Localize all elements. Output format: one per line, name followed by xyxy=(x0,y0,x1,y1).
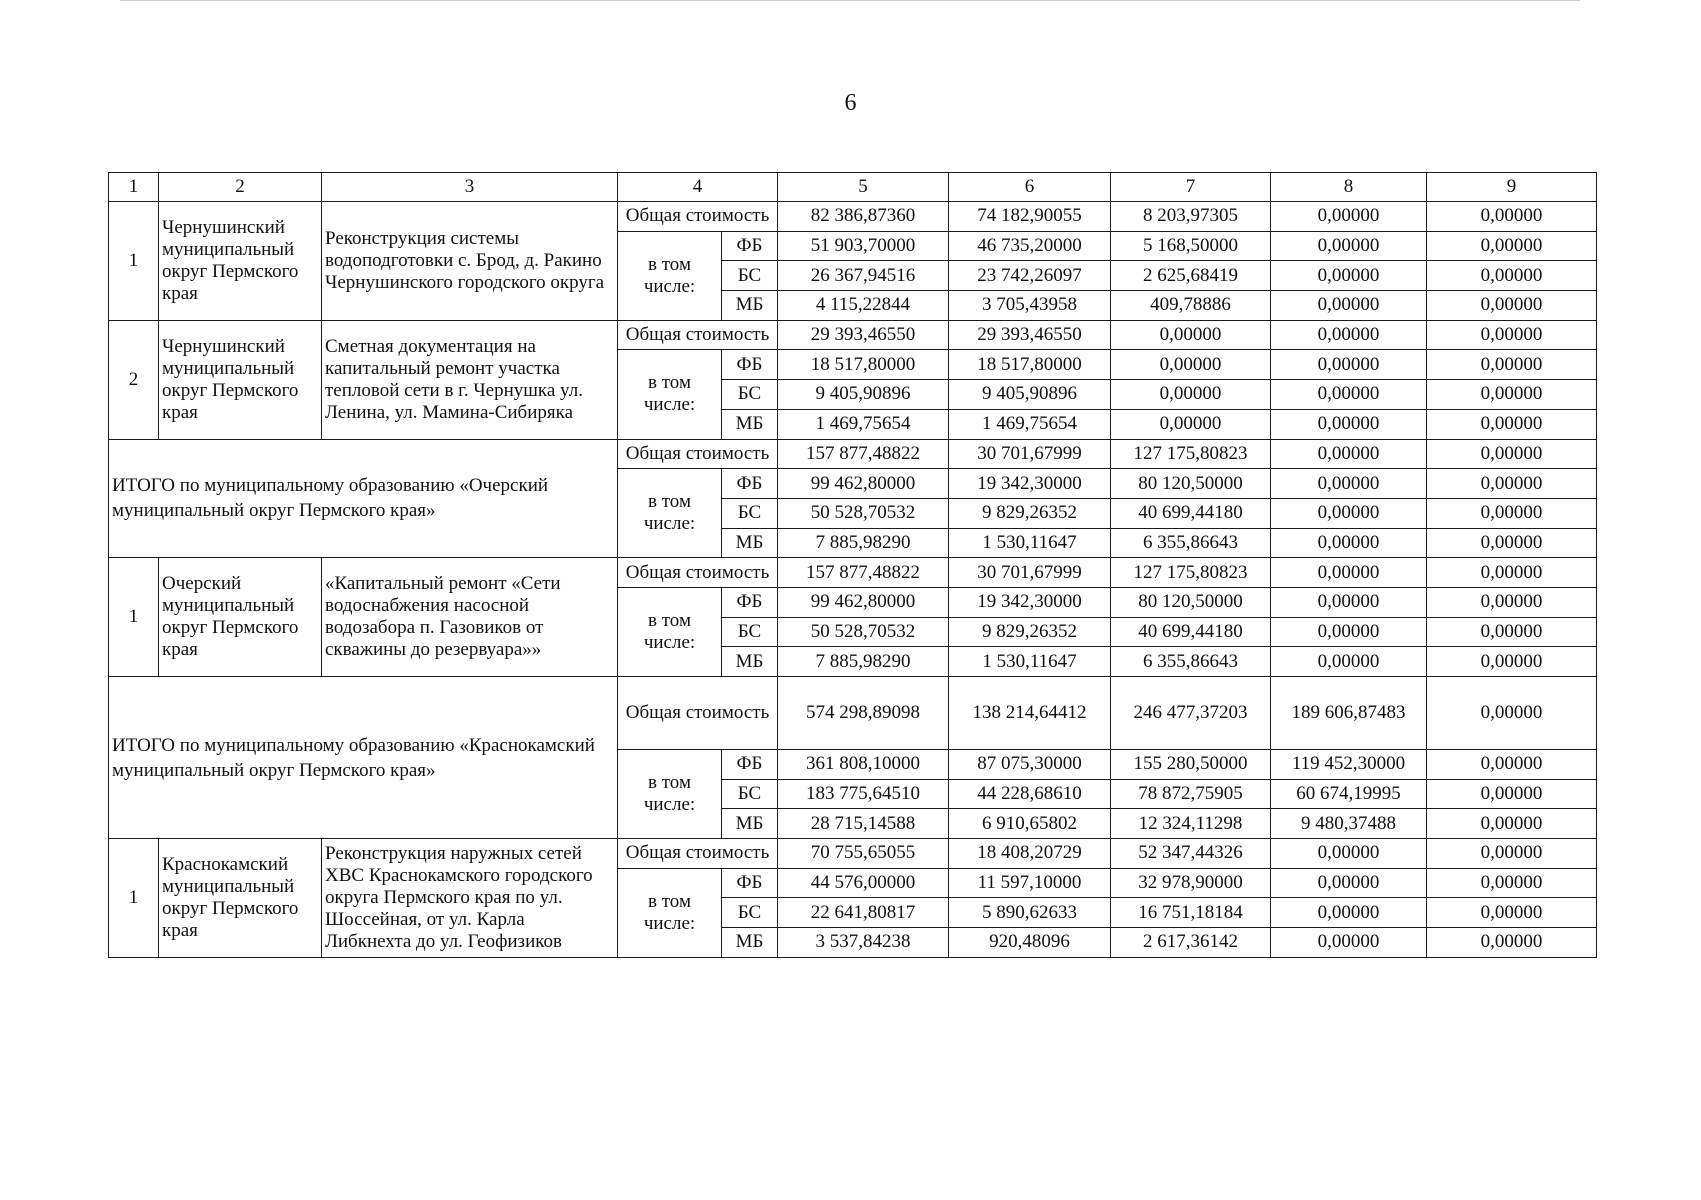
value-cell-col-7: 0,00000 xyxy=(1111,409,1271,439)
value-cell-col-8: 0,00000 xyxy=(1271,291,1427,321)
row-number: 1 xyxy=(109,839,159,958)
value-cell-col-9: 0,00000 xyxy=(1427,528,1597,558)
project-row-total xyxy=(109,202,1597,232)
value-cell-col-6: 46 735,20000 xyxy=(949,231,1111,261)
value-cell-col-5: 50 528,70532 xyxy=(778,498,949,528)
value-cell-col-6: 1 469,75654 xyxy=(949,409,1111,439)
value-cell-col-8: 119 452,30000 xyxy=(1271,750,1427,780)
value-cell-col-7: 6 355,86643 xyxy=(1111,528,1271,558)
value-cell-col-9: 0,00000 xyxy=(1427,809,1597,839)
value-cell-col-8: 0,00000 xyxy=(1271,528,1427,558)
value-cell-col-6: 87 075,30000 xyxy=(949,750,1111,780)
value-cell-col-5: 183 775,64510 xyxy=(778,779,949,809)
value-cell-col-5: 70 755,65055 xyxy=(778,839,949,869)
value-cell-col-5: 574 298,89098 xyxy=(778,677,949,750)
municipality-cell: Чернушинский муниципальный округ Пермского края xyxy=(159,320,322,439)
value-cell-col-7: 2 617,36142 xyxy=(1111,928,1271,958)
municipality-cell: Очерский муниципальный округ Пермского края xyxy=(159,558,322,677)
value-cell-col-6: 30 701,67999 xyxy=(949,558,1111,588)
value-cell-col-8: 60 674,19995 xyxy=(1271,779,1427,809)
value-cell-col-6: 6 910,65802 xyxy=(949,809,1111,839)
value-cell-col-7: 5 168,50000 xyxy=(1111,231,1271,261)
scan-edge-line xyxy=(120,0,1580,1)
including-label: в том числе: xyxy=(618,350,722,439)
value-cell-col-6: 3 705,43958 xyxy=(949,291,1111,321)
budget-source-fb: ФБ xyxy=(722,231,778,261)
project-description: «Капитальный ремонт «Сети водоснабжения насосной водозабора п. Газовиков от скважины до резервуара»» xyxy=(322,558,618,677)
value-cell-col-6: 44 228,68610 xyxy=(949,779,1111,809)
value-cell-col-9: 0,00000 xyxy=(1427,320,1597,350)
value-cell-col-6: 9 829,26352 xyxy=(949,617,1111,647)
header-col-3: 3 xyxy=(322,173,618,202)
total-cost-label: Общая стоимость xyxy=(618,202,778,232)
value-cell-col-9: 0,00000 xyxy=(1427,202,1597,232)
value-cell-col-6: 23 742,26097 xyxy=(949,261,1111,291)
value-cell-col-9: 0,00000 xyxy=(1427,439,1597,469)
value-cell-col-9: 0,00000 xyxy=(1427,779,1597,809)
value-cell-col-8: 0,00000 xyxy=(1271,558,1427,588)
value-cell-col-7: 0,00000 xyxy=(1111,320,1271,350)
value-cell-col-5: 361 808,10000 xyxy=(778,750,949,780)
budget-source-bs: БС xyxy=(722,261,778,291)
total-cost-label: Общая стоимость xyxy=(618,439,778,469)
value-cell-col-5: 29 393,46550 xyxy=(778,320,949,350)
value-cell-col-5: 4 115,22844 xyxy=(778,291,949,321)
header-row xyxy=(109,173,1597,202)
value-cell-col-5: 157 877,48822 xyxy=(778,558,949,588)
including-label: в том числе: xyxy=(618,750,722,839)
header-col-6: 6 xyxy=(949,173,1111,202)
value-cell-col-5: 26 367,94516 xyxy=(778,261,949,291)
value-cell-col-9: 0,00000 xyxy=(1427,677,1597,750)
budget-source-bs: БС xyxy=(722,498,778,528)
value-cell-col-9: 0,00000 xyxy=(1427,647,1597,677)
value-cell-col-9: 0,00000 xyxy=(1427,291,1597,321)
value-cell-col-7: 40 699,44180 xyxy=(1111,498,1271,528)
value-cell-col-7: 127 175,80823 xyxy=(1111,558,1271,588)
value-cell-col-8: 0,00000 xyxy=(1271,498,1427,528)
value-cell-col-9: 0,00000 xyxy=(1427,898,1597,928)
project-row-total xyxy=(109,558,1597,588)
value-cell-col-7: 6 355,86643 xyxy=(1111,647,1271,677)
value-cell-col-5: 9 405,90896 xyxy=(778,380,949,410)
value-cell-col-6: 920,48096 xyxy=(949,928,1111,958)
value-cell-col-6: 11 597,10000 xyxy=(949,868,1111,898)
total-cost-label: Общая стоимость xyxy=(618,320,778,350)
row-number: 1 xyxy=(109,202,159,321)
value-cell-col-9: 0,00000 xyxy=(1427,928,1597,958)
value-cell-col-6: 19 342,30000 xyxy=(949,469,1111,499)
value-cell-col-7: 78 872,75905 xyxy=(1111,779,1271,809)
including-label: в том числе: xyxy=(618,231,722,320)
header-col-2: 2 xyxy=(159,173,322,202)
value-cell-col-7: 0,00000 xyxy=(1111,350,1271,380)
value-cell-col-5: 3 537,84238 xyxy=(778,928,949,958)
header-col-4: 4 xyxy=(618,173,778,202)
value-cell-col-9: 0,00000 xyxy=(1427,617,1597,647)
budget-source-fb: ФБ xyxy=(722,587,778,617)
value-cell-col-8: 0,00000 xyxy=(1271,350,1427,380)
value-cell-col-5: 99 462,80000 xyxy=(778,469,949,499)
total-cost-label: Общая стоимость xyxy=(618,839,778,869)
value-cell-col-5: 50 528,70532 xyxy=(778,617,949,647)
header-col-8: 8 xyxy=(1271,173,1427,202)
budget-source-mb: МБ xyxy=(722,409,778,439)
value-cell-col-8: 0,00000 xyxy=(1271,868,1427,898)
budget-source-mb: МБ xyxy=(722,291,778,321)
value-cell-col-7: 155 280,50000 xyxy=(1111,750,1271,780)
value-cell-col-6: 1 530,11647 xyxy=(949,647,1111,677)
value-cell-col-7: 52 347,44326 xyxy=(1111,839,1271,869)
project-description: Реконструкция системы водоподготовки с. Брод, д. Ракино Чернушинского городского округа xyxy=(322,202,618,321)
municipality-cell: Краснокамский муниципальный округ Пермского края xyxy=(159,839,322,958)
budget-source-fb: ФБ xyxy=(722,469,778,499)
value-cell-col-8: 0,00000 xyxy=(1271,202,1427,232)
budget-source-mb: МБ xyxy=(722,928,778,958)
value-cell-col-5: 51 903,70000 xyxy=(778,231,949,261)
row-number: 1 xyxy=(109,558,159,677)
budget-source-bs: БС xyxy=(722,779,778,809)
including-label: в том числе: xyxy=(618,587,722,676)
value-cell-col-9: 0,00000 xyxy=(1427,409,1597,439)
value-cell-col-6: 18 408,20729 xyxy=(949,839,1111,869)
value-cell-col-8: 0,00000 xyxy=(1271,469,1427,499)
project-description: Сметная документация на капитальный ремонт участка тепловой сети в г. Чернушка ул. Ленина, ул. Мамина-Сибиряка xyxy=(322,320,618,439)
value-cell-col-8: 0,00000 xyxy=(1271,617,1427,647)
budget-source-fb: ФБ xyxy=(722,750,778,780)
value-cell-col-8: 9 480,37488 xyxy=(1271,809,1427,839)
value-cell-col-8: 0,00000 xyxy=(1271,898,1427,928)
page-number: 6 xyxy=(844,90,857,116)
municipality-cell: Чернушинский муниципальный округ Пермского края xyxy=(159,202,322,321)
row-number: 2 xyxy=(109,320,159,439)
value-cell-col-9: 0,00000 xyxy=(1427,261,1597,291)
value-cell-col-8: 0,00000 xyxy=(1271,928,1427,958)
budget-source-fb: ФБ xyxy=(722,350,778,380)
value-cell-col-5: 7 885,98290 xyxy=(778,528,949,558)
value-cell-col-5: 157 877,48822 xyxy=(778,439,949,469)
budget-source-mb: МБ xyxy=(722,809,778,839)
value-cell-col-6: 19 342,30000 xyxy=(949,587,1111,617)
total-row-total xyxy=(109,677,1597,750)
value-cell-col-5: 44 576,00000 xyxy=(778,868,949,898)
value-cell-col-8: 0,00000 xyxy=(1271,320,1427,350)
value-cell-col-7: 80 120,50000 xyxy=(1111,469,1271,499)
value-cell-col-7: 8 203,97305 xyxy=(1111,202,1271,232)
value-cell-col-6: 9 829,26352 xyxy=(949,498,1111,528)
total-row-total xyxy=(109,439,1597,469)
value-cell-col-9: 0,00000 xyxy=(1427,498,1597,528)
value-cell-col-7: 40 699,44180 xyxy=(1111,617,1271,647)
budget-source-bs: БС xyxy=(722,617,778,647)
including-label: в том числе: xyxy=(618,469,722,558)
project-row-total xyxy=(109,320,1597,350)
value-cell-col-9: 0,00000 xyxy=(1427,750,1597,780)
value-cell-col-8: 0,00000 xyxy=(1271,231,1427,261)
total-cost-label: Общая стоимость xyxy=(618,677,778,750)
value-cell-col-7: 12 324,11298 xyxy=(1111,809,1271,839)
header-col-1: 1 xyxy=(109,173,159,202)
value-cell-col-7: 409,78886 xyxy=(1111,291,1271,321)
value-cell-col-6: 74 182,90055 xyxy=(949,202,1111,232)
value-cell-col-9: 0,00000 xyxy=(1427,231,1597,261)
value-cell-col-6: 9 405,90896 xyxy=(949,380,1111,410)
value-cell-col-6: 138 214,64412 xyxy=(949,677,1111,750)
value-cell-col-7: 32 978,90000 xyxy=(1111,868,1271,898)
financing-table xyxy=(108,172,1597,958)
value-cell-col-6: 18 517,80000 xyxy=(949,350,1111,380)
value-cell-col-7: 127 175,80823 xyxy=(1111,439,1271,469)
value-cell-col-6: 1 530,11647 xyxy=(949,528,1111,558)
value-cell-col-8: 0,00000 xyxy=(1271,380,1427,410)
value-cell-col-5: 22 641,80817 xyxy=(778,898,949,928)
value-cell-col-5: 82 386,87360 xyxy=(778,202,949,232)
value-cell-col-8: 0,00000 xyxy=(1271,439,1427,469)
including-label: в том числе: xyxy=(618,868,722,957)
value-cell-col-7: 0,00000 xyxy=(1111,380,1271,410)
header-col-5: 5 xyxy=(778,173,949,202)
value-cell-col-9: 0,00000 xyxy=(1427,587,1597,617)
value-cell-col-9: 0,00000 xyxy=(1427,558,1597,588)
value-cell-col-7: 16 751,18184 xyxy=(1111,898,1271,928)
value-cell-col-8: 0,00000 xyxy=(1271,409,1427,439)
budget-source-mb: МБ xyxy=(722,528,778,558)
value-cell-col-7: 2 625,68419 xyxy=(1111,261,1271,291)
value-cell-col-5: 1 469,75654 xyxy=(778,409,949,439)
municipality-total-title: ИТОГО по муниципальному образованию «Краснокамский муниципальный округ Пермского края» xyxy=(109,677,618,839)
project-description: Реконструкция наружных сетей ХВС Краснокамского городского округа Пермского края по ул. Шоссейная, от ул. Карла Либкнехта до ул. Геофизиков xyxy=(322,839,618,958)
budget-source-bs: БС xyxy=(722,380,778,410)
value-cell-col-6: 5 890,62633 xyxy=(949,898,1111,928)
value-cell-col-7: 246 477,37203 xyxy=(1111,677,1271,750)
value-cell-col-9: 0,00000 xyxy=(1427,380,1597,410)
header-col-7: 7 xyxy=(1111,173,1271,202)
budget-source-bs: БС xyxy=(722,898,778,928)
project-row-total xyxy=(109,839,1597,869)
budget-source-mb: МБ xyxy=(722,647,778,677)
value-cell-col-9: 0,00000 xyxy=(1427,350,1597,380)
value-cell-col-9: 0,00000 xyxy=(1427,469,1597,499)
value-cell-col-8: 0,00000 xyxy=(1271,647,1427,677)
municipality-total-title: ИТОГО по муниципальному образованию «Очерский муниципальный округ Пермского края» xyxy=(109,439,618,558)
value-cell-col-9: 0,00000 xyxy=(1427,868,1597,898)
value-cell-col-9: 0,00000 xyxy=(1427,839,1597,869)
value-cell-col-8: 189 606,87483 xyxy=(1271,677,1427,750)
budget-source-fb: ФБ xyxy=(722,868,778,898)
value-cell-col-5: 28 715,14588 xyxy=(778,809,949,839)
value-cell-col-8: 0,00000 xyxy=(1271,261,1427,291)
value-cell-col-7: 80 120,50000 xyxy=(1111,587,1271,617)
value-cell-col-5: 7 885,98290 xyxy=(778,647,949,677)
value-cell-col-6: 29 393,46550 xyxy=(949,320,1111,350)
total-cost-label: Общая стоимость xyxy=(618,558,778,588)
value-cell-col-8: 0,00000 xyxy=(1271,839,1427,869)
header-col-9: 9 xyxy=(1427,173,1597,202)
value-cell-col-5: 18 517,80000 xyxy=(778,350,949,380)
value-cell-col-6: 30 701,67999 xyxy=(949,439,1111,469)
value-cell-col-5: 99 462,80000 xyxy=(778,587,949,617)
value-cell-col-8: 0,00000 xyxy=(1271,587,1427,617)
